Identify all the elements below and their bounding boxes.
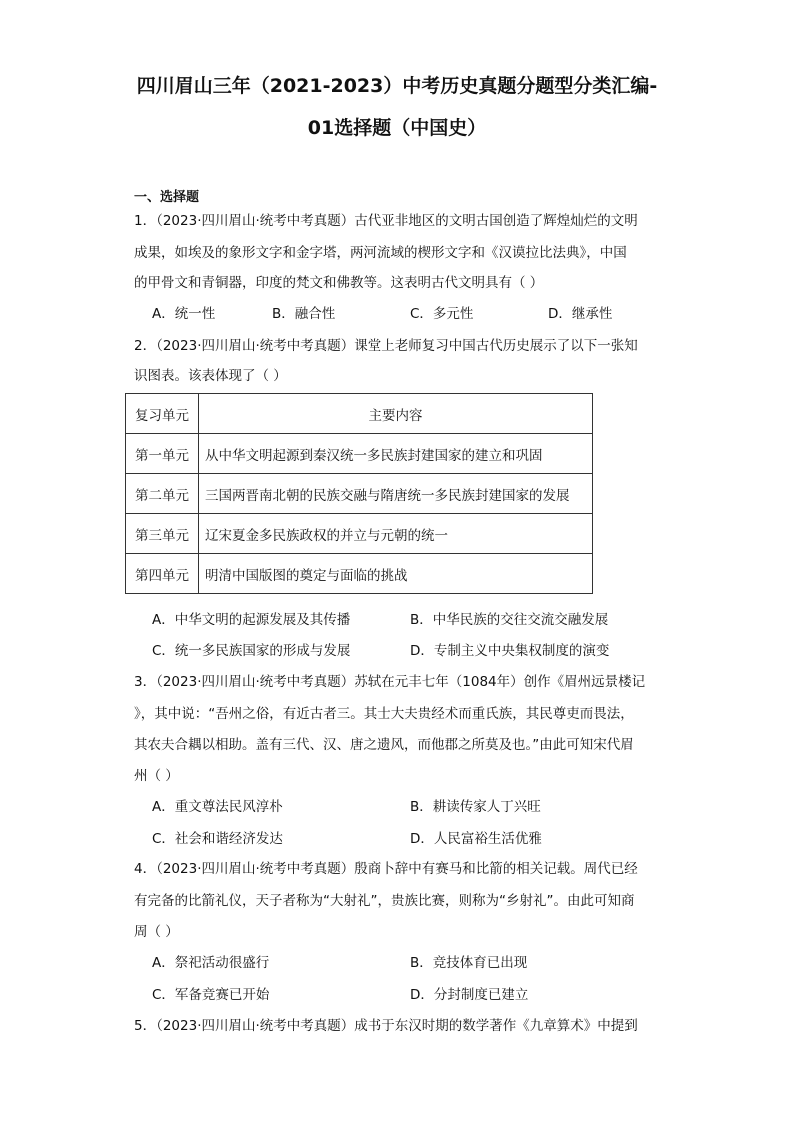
review-table: [125, 393, 593, 594]
table-cell-content: 三国两晋南北朝的民族交融与隋唐统一多民族封建国家的发展: [199, 474, 593, 514]
table-row: [126, 474, 593, 514]
question-4-line-3: 周（ ）: [134, 924, 179, 940]
table-header-cell: 复习单元: [126, 394, 199, 434]
question-1-option-c[interactable]: C．多元性: [410, 306, 474, 322]
question-1-option-b[interactable]: B．融合性: [272, 306, 336, 322]
table-row: [126, 554, 593, 594]
question-4-option-d[interactable]: D．分封制度已建立: [410, 987, 529, 1003]
question-2-option-c[interactable]: C．统一多民族国家的形成与发展: [152, 643, 351, 659]
question-2-line-2: 识图表。该表体现了（ ）: [134, 368, 287, 384]
question-1-option-d[interactable]: D．继承性: [548, 306, 613, 322]
table-row: [126, 434, 593, 474]
table-header-row: [126, 394, 593, 434]
question-2-option-b[interactable]: B．中华民族的交往交流交融发展: [410, 612, 609, 628]
table-cell-unit: 第一单元: [126, 434, 199, 474]
table-cell-unit: 第四单元: [126, 554, 199, 594]
table-header-cell: 主要内容: [199, 394, 593, 434]
question-3-option-c[interactable]: C．社会和谐经济发达: [152, 831, 283, 847]
table-cell-content: 从中华文明起源到秦汉统一多民族封建国家的建立和巩固: [199, 434, 593, 474]
table-cell-unit: 第二单元: [126, 474, 199, 514]
question-4-line-1: 4．（2023·四川眉山·统考中考真题）殷商卜辞中有赛马和比箭的相关记载。周代已经: [134, 861, 638, 877]
question-2-option-d[interactable]: D．专制主义中央集权制度的演变: [410, 643, 610, 659]
question-3-option-b[interactable]: B．耕读传家人丁兴旺: [410, 799, 541, 815]
question-3-line-1: 3．（2023·四川眉山·统考中考真题）苏轼在元丰七年（1084年）创作《眉州远景楼记: [134, 674, 646, 690]
document-title-line2: 01选择题（中国史）: [307, 117, 487, 139]
table-row: [126, 514, 593, 554]
question-1-line-3: 的甲骨文和青铜器，印度的梵文和佛教等。这表明古代文明具有（ ）: [134, 275, 544, 291]
document-title-line1: 四川眉山三年（2021-2023）中考历史真题分题型分类汇编-: [136, 75, 658, 97]
question-3-line-4: 州（ ）: [134, 768, 179, 784]
table-cell-unit: 第三单元: [126, 514, 199, 554]
question-2-option-a[interactable]: A．中华文明的起源发展及其传播: [152, 612, 351, 628]
question-3-option-d[interactable]: D．人民富裕生活优雅: [410, 831, 542, 847]
question-3-line-2: 》，其中说：“吾州之俗，有近古者三。其士大夫贵经术而重氏族，其民尊吏而畏法，: [134, 706, 634, 722]
question-5-line-1: 5．（2023·四川眉山·统考中考真题）成书于东汉时期的数学著作《九章算术》中提到: [134, 1018, 638, 1034]
question-4-option-c[interactable]: C．军备竞赛已开始: [152, 987, 270, 1003]
question-4-option-b[interactable]: B．竞技体育已出现: [410, 955, 528, 971]
section-heading: 一、选择题: [134, 190, 200, 205]
question-2-line-1: 2．（2023·四川眉山·统考中考真题）课堂上老师复习中国古代历史展示了以下一张知: [134, 338, 638, 354]
question-1-line-1: 1．（2023·四川眉山·统考中考真题）古代亚非地区的文明古国创造了辉煌灿烂的文明: [134, 213, 638, 229]
question-1-line-2: 成果，如埃及的象形文字和金字塔，两河流域的楔形文字和《汉谟拉比法典》，中国: [134, 245, 627, 261]
question-4-line-2: 有完备的比箭礼仪，天子者称为“大射礼”，贵族比赛，则称为“乡射礼”。由此可知商: [134, 893, 635, 909]
table-cell-content: 辽宋夏金多民族政权的并立与元朝的统一: [199, 514, 593, 554]
question-4-option-a[interactable]: A．祭祀活动很盛行: [152, 955, 270, 971]
question-1-option-a[interactable]: A．统一性: [152, 306, 216, 322]
table-cell-content: 明清中国版图的奠定与面临的挑战: [199, 554, 593, 594]
question-3-line-3: 其农夫合耦以相助。盖有三代、汉、唐之遗风，而他郡之所莫及也。”由此可知宋代眉: [134, 737, 634, 753]
question-3-option-a[interactable]: A．重文尊法民风淳朴: [152, 799, 283, 815]
